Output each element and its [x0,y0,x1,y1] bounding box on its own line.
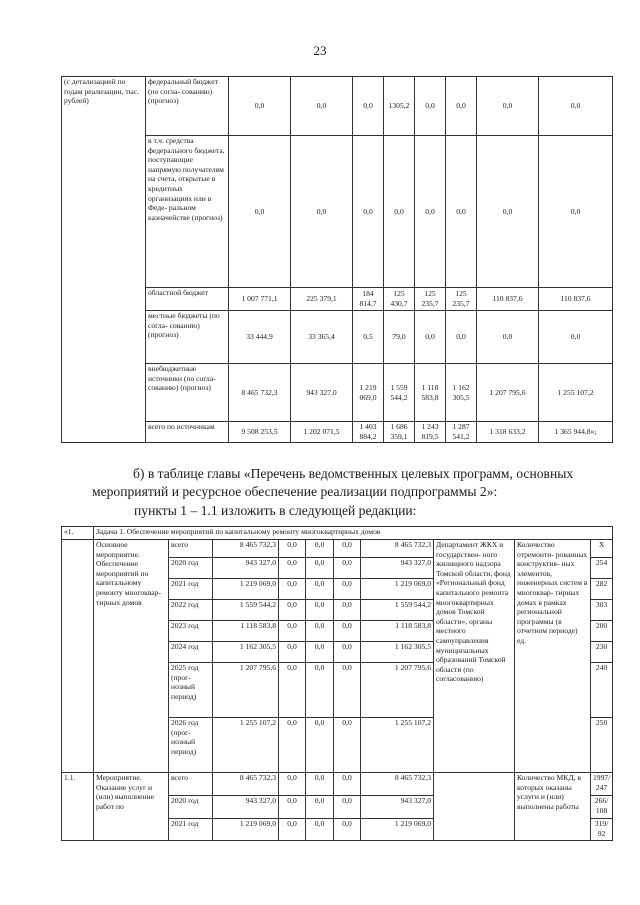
ob-cell: 0,0 [306,579,334,600]
funding-value: 33 365,4 [291,311,353,364]
period-cell: 2026 год (прог- нозный период) [169,718,213,773]
funding-value: 125 430,7 [384,288,415,311]
period-cell: 2025 год (прог- нозный период) [169,663,213,718]
total-cell: 8 465 732,3 [213,540,279,558]
ob-cell: 0,0 [306,540,334,558]
funding-value: 0,0 [446,136,477,288]
funding-value: 0,0 [446,311,477,364]
funding-value: 0,0 [477,311,539,364]
mb-cell: 0,0 [334,579,361,600]
total-cell: 1 207 795,6 [213,663,279,718]
funding-value: 1 243 819,5 [415,422,446,443]
total-cell: 1 255 107,2 [213,718,279,773]
period-cell: 2023 год [169,621,213,642]
vb-cell: 1 162 305,5 [361,642,434,663]
target-cell: 250 [591,718,613,773]
total-cell: 1 118 583,8 [213,621,279,642]
vb-cell: 1 559 544,2 [361,600,434,621]
mb-cell: 0,0 [334,600,361,621]
vb-cell: 8 465 732,3 [361,773,434,796]
fb-cell: 0,0 [279,558,306,579]
funding-value: 1 686 359,1 [384,422,415,443]
period-cell: 2020 год [169,558,213,579]
funding-value: 1 559 544,2 [384,364,415,422]
measures-table [61,526,613,841]
funding-value: 79,0 [384,311,415,364]
fb-cell: 0,0 [279,718,306,773]
period-cell: 2022 год [169,600,213,621]
mb-cell: 0,0 [334,642,361,663]
mb-cell: 0,0 [334,558,361,579]
total-cell: 943 327,0 [213,558,279,579]
fb-cell: 0,0 [279,621,306,642]
period-cell: всего [169,540,213,558]
mb-cell: 0,0 [334,773,361,796]
ob-cell: 0,0 [306,600,334,621]
mb-cell: 0,0 [334,718,361,773]
funding-value: 0,0 [291,77,353,136]
funding-value: 943 327,0 [291,364,353,422]
period-cell: 2020 год [169,796,213,819]
funding-value: 1 202 071,5 [291,422,353,443]
funding-value: 0,0 [477,136,539,288]
task-title: Задача 1. Обеспечение мероприятий по капитальному ремонту многоквартирных домов [94,527,613,540]
target-cell: 282 [591,579,613,600]
vb-cell: 8 465 732,3 [361,540,434,558]
fb-cell: 0,0 [279,600,306,621]
funding-value: 0,0 [353,136,384,288]
period-cell: 2021 год [169,579,213,600]
funding-source: областной бюджет [146,288,229,311]
period-cell: всего [169,773,213,796]
page-number: 23 [313,43,327,58]
ob-cell: 0,0 [306,558,334,579]
target-cell: 200 [591,621,613,642]
funding-value: 184 814,7 [353,288,384,311]
target-cell: 240 [591,663,613,718]
target-cell: 266/ 108 [591,796,613,819]
period-cell: 2024 год [169,642,213,663]
ob-cell: 0,0 [306,718,334,773]
indicator-cell: Количество МКД, в которых оказаны услуги и (или) выполнены работы [515,773,591,841]
funding-value: 0,0 [539,311,613,364]
target-cell: 303 [591,600,613,621]
ob-cell: 0,0 [306,819,334,841]
funding-value: 0,0 [353,77,384,136]
funding-value: 110 837,6 [539,288,613,311]
period-cell: 2021 год [169,819,213,841]
fb-cell: 0,0 [279,773,306,796]
indicator-cell: Количество отремонти- рованных конструктив- ных элементов, инженерных систем в многоквар- тирных домах в рамках региональной программы (в отчетном периоде) ед. [515,540,591,773]
total-cell: 943 327,0 [213,796,279,819]
fb-cell: 0,0 [279,796,306,819]
funding-value: 33 444,9 [229,311,291,364]
target-cell: 1997/ 247 [591,773,613,796]
total-cell: 1 219 069,0 [213,579,279,600]
ob-cell: 0,0 [306,642,334,663]
target-cell: 319/ 92 [591,819,613,841]
funding-value: 1 365 944,8»; [539,422,613,443]
executor-cell: Департамент ЖКХ и государствен- ного жилищного надзора Томской области, фонд «Региональный фонд капитального ремонта многоквартирных домов Томской области», органы местного самоуправления муниципальных образований Томской области (по согласованию) [434,540,515,773]
indicator-head: Х [591,540,613,558]
vb-cell: 1 219 069,0 [361,579,434,600]
funding-value: 0,0 [539,77,613,136]
funding-value: 1 162 305,5 [446,364,477,422]
funding-value: 1 007 771,1 [229,288,291,311]
funding-value: 0,0 [415,77,446,136]
funding-source: в т.ч. средства федерального бюджета, поступающие напрямую получателям на счета, открытые в кредитных организациях или в Феде- ральном казначействе (прогноз) [146,136,229,288]
funding-value: 1305,2 [384,77,415,136]
funding-value: 0,0 [415,311,446,364]
funding-value: 0,0 [477,77,539,136]
funding-value: 9 508 253,5 [229,422,291,443]
funding-value: 125 235,7 [446,288,477,311]
mb-cell: 0,0 [334,540,361,558]
measure-name: Мероприятие. Оказание услуг и (или) выполнение работ по [94,773,169,841]
funding-value: 0,0 [446,77,477,136]
funding-value: 110 837,6 [477,288,539,311]
funding-value: 225 379,1 [291,288,353,311]
funding-value: 125 235,7 [415,288,446,311]
ob-cell: 0,0 [306,796,334,819]
funding-value: 1 219 069,0 [353,364,384,422]
fb-cell: 0,0 [279,663,306,718]
total-cell: 8 465 732,3 [213,773,279,796]
funding-source: внебюджетные источники (по согла- сованию) (прогноз) [146,364,229,422]
mb-cell: 0,0 [334,819,361,841]
funding-source: федеральный бюджет (по согла- сованию) (прогноз) [146,77,229,136]
fb-cell: 0,0 [279,642,306,663]
mb-cell: 0,0 [334,796,361,819]
ob-cell: 0,0 [306,773,334,796]
row-number [62,540,94,773]
funding-value: 1 118 583,8 [415,364,446,422]
target-cell: 230 [591,642,613,663]
vb-cell: 943 327,0 [361,796,434,819]
fb-cell: 0,0 [279,540,306,558]
vb-cell: 1 255 107,2 [361,718,434,773]
paragraph-points: пункты 1 – 1.1 изложить в следующей редакции: [134,503,417,518]
vb-cell: 1 207 795,6 [361,663,434,718]
funding-value: 0,0 [384,136,415,288]
mb-cell: 0,0 [334,621,361,642]
funding-value: 1 403 884,2 [353,422,384,443]
funding-value: 0,5 [353,311,384,364]
funding-source: местные бюджеты (по согла- сованию) (прогноз) [146,311,229,364]
funding-value: 0,0 [539,136,613,288]
funding-source: всего по источникам [146,422,229,443]
ob-cell: 0,0 [306,663,334,718]
funding-left-label: (с детализацией по годам реализации, тыс. рублей) [62,77,146,443]
task-number: «1. [62,527,94,540]
total-cell: 1 559 544,2 [213,600,279,621]
executor-cell [434,773,515,841]
target-cell: 254 [591,558,613,579]
funding-value: 0,0 [229,77,291,136]
total-cell: 1 162 305,5 [213,642,279,663]
paragraph-amendment: б) в таблице главы «Перечень ведомственных целевых программ, основных [133,466,574,481]
mb-cell: 0,0 [334,663,361,718]
vb-cell: 1 118 583,8 [361,621,434,642]
funding-value: 0,0 [229,136,291,288]
vb-cell: 943 327,0 [361,558,434,579]
funding-value: 1 207 795,6 [477,364,539,422]
funding-table [61,76,613,443]
measure-name: Основное мероприятие. Обеспечение мероприятий по капитальному ремонту многоквар- тирных домов [94,540,169,773]
funding-value: 1 255 107,2 [539,364,613,422]
ob-cell: 0,0 [306,621,334,642]
paragraph-amendment-cont: мероприятий и ресурсное обеспечение реализации подпрограммы 2»: [92,484,498,499]
fb-cell: 0,0 [279,579,306,600]
total-cell: 1 219 069,0 [213,819,279,841]
vb-cell: 1 219 069,0 [361,819,434,841]
funding-value: 0,0 [415,136,446,288]
funding-value: 8 465 732,3 [229,364,291,422]
funding-value: 0,0 [291,136,353,288]
funding-value: 1 318 633,2 [477,422,539,443]
row-number: 1.1. [62,773,94,841]
funding-value: 1 287 541,2 [446,422,477,443]
fb-cell: 0,0 [279,819,306,841]
